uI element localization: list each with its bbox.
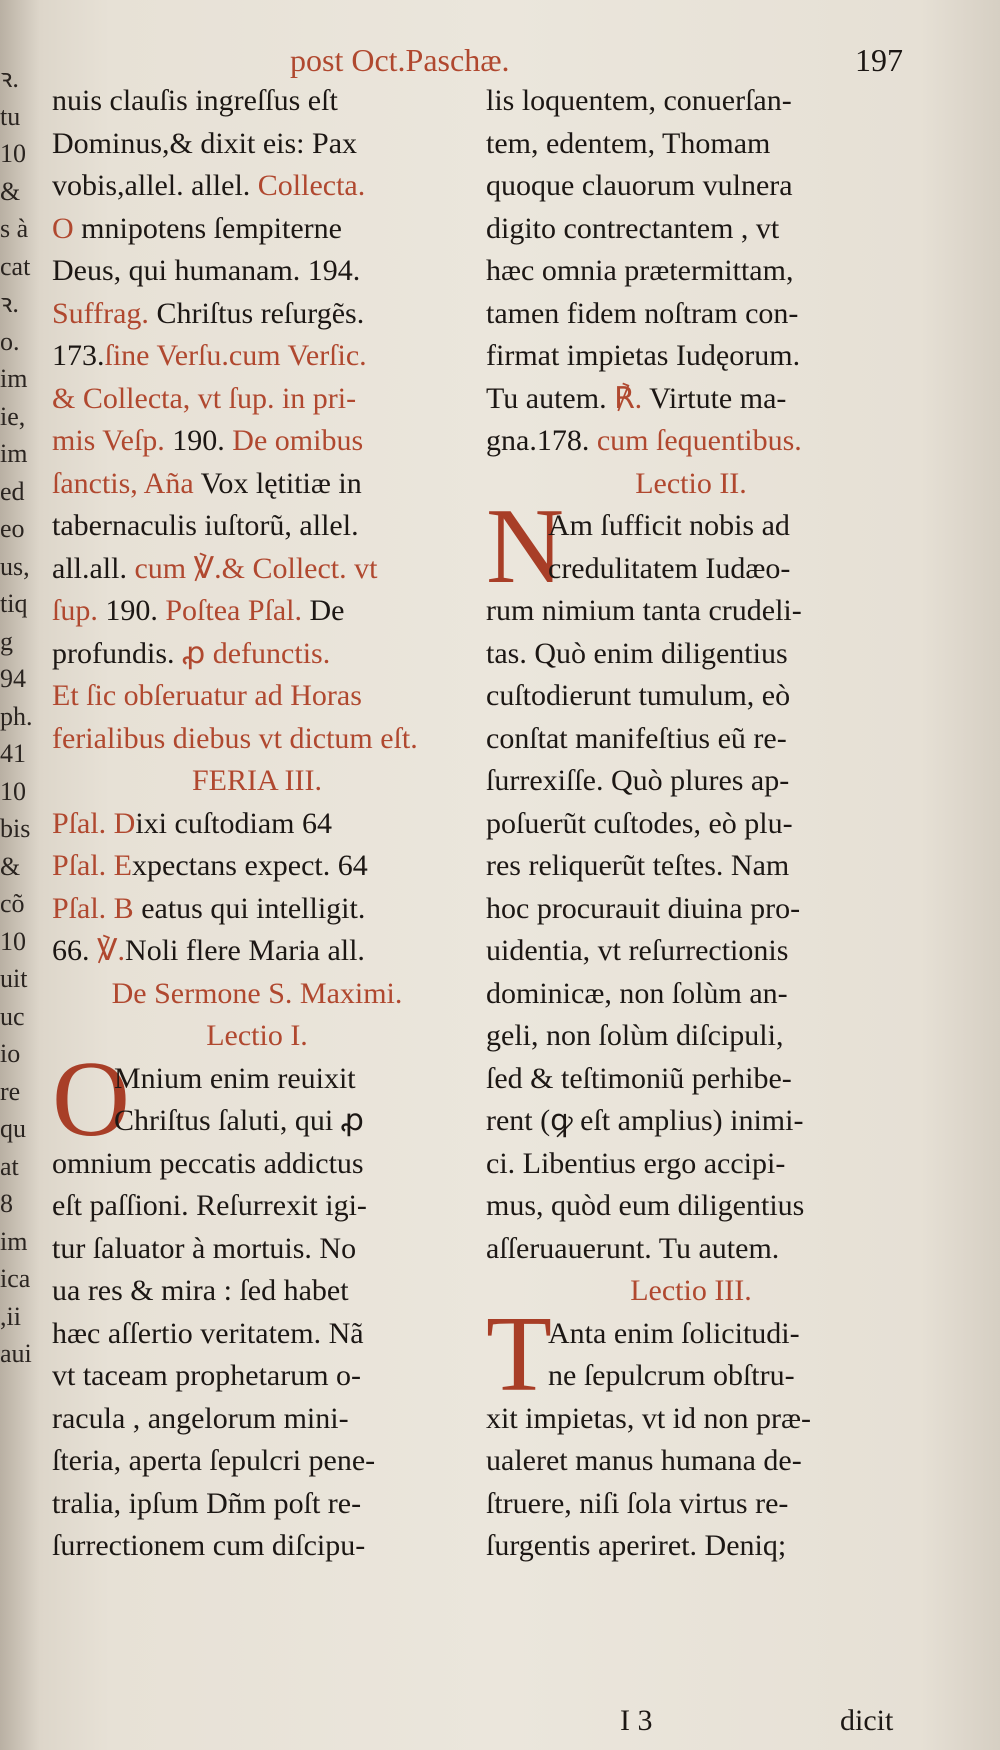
edge-fragment: im <box>0 1226 28 1256</box>
rubric-text: ferialibus diebus vt dictum eſt. <box>52 721 418 755</box>
edge-fragment: o. <box>0 326 20 356</box>
body-text: Tu autem. <box>486 381 615 415</box>
text-line <box>486 123 896 166</box>
text-line <box>52 335 462 378</box>
rubric-text: ſup. <box>52 594 98 627</box>
body-text: quoque clauorum vulnera <box>486 169 793 202</box>
body-text: xpectans expect. 64 <box>132 849 368 882</box>
rubric-text: De omibus <box>232 424 364 457</box>
text-line: eſt paſſioni. Reſurrexit igi- <box>52 1189 367 1222</box>
body-text: Dominus,& dixit eis: Pax <box>52 126 358 160</box>
text-line <box>486 1100 896 1143</box>
edge-fragment: cat <box>0 251 31 281</box>
edge-fragment: ica <box>0 1264 31 1293</box>
edge-fragment: qu <box>0 1114 26 1143</box>
body-text: uidentia, vt reſurrectionis <box>486 934 789 967</box>
text-line: ua res & mira : ſed habet <box>52 1274 349 1307</box>
body-text: aſſeruauerunt. Tu autem. <box>486 1231 780 1265</box>
rubric-text: Lectio II. <box>635 466 747 500</box>
edge-fragment: cõ <box>0 889 25 918</box>
edge-fragment: uit <box>0 964 28 993</box>
rubric-text: De Sermone S. Maximi. <box>111 976 403 1010</box>
text-line <box>52 165 462 208</box>
text-line <box>486 208 896 251</box>
body-text: 190. <box>172 424 233 457</box>
rubric-text: Pſal. E <box>52 849 132 882</box>
body-text: ſurrexiſſe. Quò plures ap- <box>486 764 790 797</box>
section-heading <box>52 973 462 1016</box>
text-line <box>52 208 462 251</box>
text-line <box>52 293 462 336</box>
body-text: De <box>309 594 345 627</box>
text-line <box>486 378 896 421</box>
text-line <box>486 718 896 761</box>
right-column <box>486 80 896 1568</box>
body-text: hæc omnia prætermittam, <box>486 254 794 287</box>
running-head: post Oct.Paschæ. <box>290 42 510 78</box>
text-line <box>486 1185 896 1228</box>
text-line: xit impietas, vt id non præ- <box>486 1401 811 1435</box>
edge-fragment: & <box>0 176 21 206</box>
edge-fragment: im <box>0 439 28 468</box>
text-line <box>52 420 462 463</box>
drop-cap-block <box>486 487 896 606</box>
edge-fragment: us, <box>0 551 30 581</box>
text-line <box>52 845 462 888</box>
body-text: ixi cuſtodiam 64 <box>135 806 332 840</box>
body-text: rent (ꝙ eſt amplius) inimi- <box>486 1104 804 1137</box>
body-text: conſtat manifeſtius eũ re- <box>486 721 787 755</box>
text-line: ualeret manus humana de- <box>486 1444 802 1477</box>
facing-page-edge <box>0 60 40 1710</box>
edge-fragment: io <box>0 1039 21 1068</box>
rubric-text: ſine Verſu.cum Verſic. <box>104 339 367 372</box>
edge-fragment: bis <box>0 814 31 843</box>
text-line: Anta enim ſolicitudi- <box>548 1316 800 1350</box>
text-line <box>486 760 896 803</box>
edge-fragment: tiq <box>0 589 28 618</box>
text-line <box>52 378 462 421</box>
body-text: ci. Libentius ergo accipi- <box>486 1146 786 1180</box>
signature-mark: I 3 <box>620 1704 653 1737</box>
text-line <box>52 250 462 293</box>
text-line <box>52 633 462 676</box>
text-line: racula , angelorum mini- <box>52 1401 349 1435</box>
text-line <box>52 590 462 633</box>
edge-fragment: s à <box>0 214 29 243</box>
text-line: omnium peccatis addictus <box>52 1146 364 1180</box>
text-line: ſurrectionem cum diſcipu- <box>52 1529 366 1562</box>
edge-fragment: 10 <box>0 139 26 168</box>
catchword: dicit <box>840 1704 894 1737</box>
text-line <box>486 845 896 888</box>
body-text: Vox lętitiæ in <box>200 466 362 500</box>
edge-fragment: 10 <box>0 926 26 956</box>
body-text: Chriſtus reſurgẽs. <box>148 296 365 330</box>
text-line: Mnium enim reuixit <box>114 1061 356 1095</box>
rubric-text: cum ſequentibus. <box>596 424 802 457</box>
text-line <box>486 165 896 208</box>
text-line <box>486 250 896 293</box>
text-line <box>486 590 896 633</box>
rubric-text: cum ℣.& Collect. vt <box>134 551 378 585</box>
body-text: mnipotens ſempiterne <box>73 211 342 245</box>
body-text: lis loquentem, conuerſan- <box>486 84 792 117</box>
text-line <box>52 80 462 123</box>
text-line <box>52 675 462 718</box>
edge-fragment: ie, <box>0 401 26 431</box>
text-line: hæc aſſertio veritatem. Nã <box>52 1316 364 1350</box>
rubric-text: Suffrag. <box>52 296 149 330</box>
drop-cap-initial: N <box>486 487 564 606</box>
text-line <box>486 1015 896 1058</box>
drop-cap-initial: O <box>52 1039 130 1159</box>
text-line <box>486 973 896 1016</box>
text-line <box>486 633 896 676</box>
text-line: tralia, ipſum Dñm poſt re- <box>52 1486 362 1520</box>
body-text: gna.178. <box>486 424 597 457</box>
drop-cap-block <box>486 1294 896 1414</box>
body-text: vobis,allel. allel. <box>52 169 258 202</box>
edge-fragment: uc <box>0 1001 25 1031</box>
rubric-text: Lectio I. <box>206 1019 308 1052</box>
text-line <box>486 1058 896 1101</box>
body-text: eatus qui intelligit. <box>133 891 366 925</box>
rubric-text: Pſal. D <box>52 806 136 840</box>
rubric-text: & Collecta, vt ſup. in pri- <box>52 381 357 415</box>
rubric-text: FERIA III. <box>192 764 322 797</box>
rubric-text: ℣. <box>97 934 126 967</box>
edge-fragment: 94 <box>0 664 26 693</box>
edge-fragment: ph. <box>0 701 33 731</box>
edge-fragment: at <box>0 1151 19 1181</box>
body-text: geli, non ſolùm diſcipuli, <box>486 1019 784 1052</box>
text-line: Chriſtus ſaluti, qui ꝓ <box>114 1104 364 1137</box>
page-number: 197 <box>855 42 903 78</box>
rubric-text: Poſtea Pſal. <box>165 594 310 627</box>
drop-cap-initial: T <box>486 1294 552 1414</box>
text-line <box>52 548 462 591</box>
edge-fragment: ,ii <box>0 1301 21 1331</box>
body-text: hoc procurauit diuina pro- <box>486 891 801 925</box>
body-text: tas. Quò enim diligentius <box>486 636 788 670</box>
body-text: poſuerũt cuſtodes, eò plu- <box>486 806 793 840</box>
body-text: Virtute ma- <box>642 381 787 415</box>
edge-fragment: ꝛ. <box>0 64 19 93</box>
text-line <box>486 80 896 123</box>
body-text: mus, quòd eum diligentius <box>486 1189 805 1222</box>
body-text: cuſtodierunt tumulum, eò <box>486 679 791 712</box>
body-text: profundis. <box>52 636 182 670</box>
text-line <box>52 505 462 548</box>
text-line: Am ſufficit nobis ad <box>548 509 790 542</box>
text-line <box>52 463 462 506</box>
text-line <box>486 675 896 718</box>
section-heading <box>52 760 462 803</box>
edge-fragment: im <box>0 364 28 393</box>
text-line <box>52 888 462 931</box>
rubric-text: ꝓ defunctis. <box>182 636 331 670</box>
body-text: res reliquerũt teſtes. Nam <box>486 849 790 882</box>
edge-fragment: eo <box>0 514 25 543</box>
text-line: vt taceam prophetarum o- <box>52 1359 362 1392</box>
body-text: 190. <box>97 594 166 627</box>
text-line <box>52 718 462 761</box>
rubric-text: O <box>52 211 74 245</box>
body-text: 66. <box>52 934 97 967</box>
body-text: Deus, qui humanam. 194. <box>52 254 361 287</box>
edge-fragment: 41 <box>0 739 26 768</box>
body-text: all.all. <box>52 551 135 585</box>
body-text: dominicæ, non ſolùm an- <box>486 976 788 1010</box>
edge-fragment: & <box>0 851 21 881</box>
drop-cap-block <box>52 1039 462 1159</box>
text-line <box>486 803 896 846</box>
rubric-text: Collecta. <box>257 169 366 202</box>
body-text: ſed & teſtimoniũ perhibe- <box>486 1061 792 1095</box>
text-line: ſurgentis aperiret. Deniq; <box>486 1529 787 1562</box>
text-line <box>486 930 896 973</box>
text-line: credulitatem Iudæo- <box>548 551 791 585</box>
text-line <box>52 803 462 846</box>
text-line <box>486 1143 896 1186</box>
left-column <box>52 80 462 1568</box>
edge-fragment: ed <box>0 476 25 506</box>
text-line <box>486 1228 896 1271</box>
edge-fragment: 10 <box>0 776 26 806</box>
text-line: ſtruere, niſi ſola virtus re- <box>486 1486 789 1520</box>
rubric-text: Lectio III. <box>630 1274 752 1307</box>
text-line <box>486 888 896 931</box>
text-line: ne ſepulcrum obſtru- <box>548 1359 795 1392</box>
text-line <box>486 335 896 378</box>
edge-fragment: aui <box>0 1339 32 1368</box>
edge-fragment: tu <box>0 101 21 131</box>
text-line <box>52 123 462 166</box>
text-line <box>486 420 896 463</box>
body-text: tamen fidem noſtram con- <box>486 296 799 330</box>
rubric-text: ℟. <box>614 381 643 415</box>
body-text: tem, edentem, Thomam <box>486 126 771 160</box>
edge-fragment: re <box>0 1076 21 1106</box>
text-line <box>486 293 896 336</box>
rubric-text: Et ſic obſeruatur ad Horas <box>52 679 362 712</box>
text-line <box>52 930 462 973</box>
body-text: 173. <box>52 339 105 372</box>
body-text: Noli flere Maria all. <box>125 934 365 967</box>
body-text: firmat impietas Iudęorum. <box>486 339 801 372</box>
body-text: digito contrectantem , vt <box>486 211 780 245</box>
rubric-text: mis Veſp. <box>52 424 173 457</box>
body-text: tabernaculis iuſtorũ, allel. <box>52 509 359 542</box>
text-line: tur ſaluator à mortuis. No <box>52 1231 357 1265</box>
edge-fragment: 8 <box>0 1189 13 1218</box>
edge-fragment: g <box>0 626 13 656</box>
text-line: ſteria, aperta ſepulcri pene- <box>52 1444 376 1477</box>
rubric-text: Pſal. B <box>52 891 134 925</box>
edge-fragment: ꝛ. <box>0 289 19 318</box>
body-text: rum nimium tanta crudeli- <box>486 594 802 627</box>
rubric-text: ſanctis, Aña <box>52 466 201 500</box>
body-text: nuis clauſis ingreſſus eſt <box>52 84 338 117</box>
